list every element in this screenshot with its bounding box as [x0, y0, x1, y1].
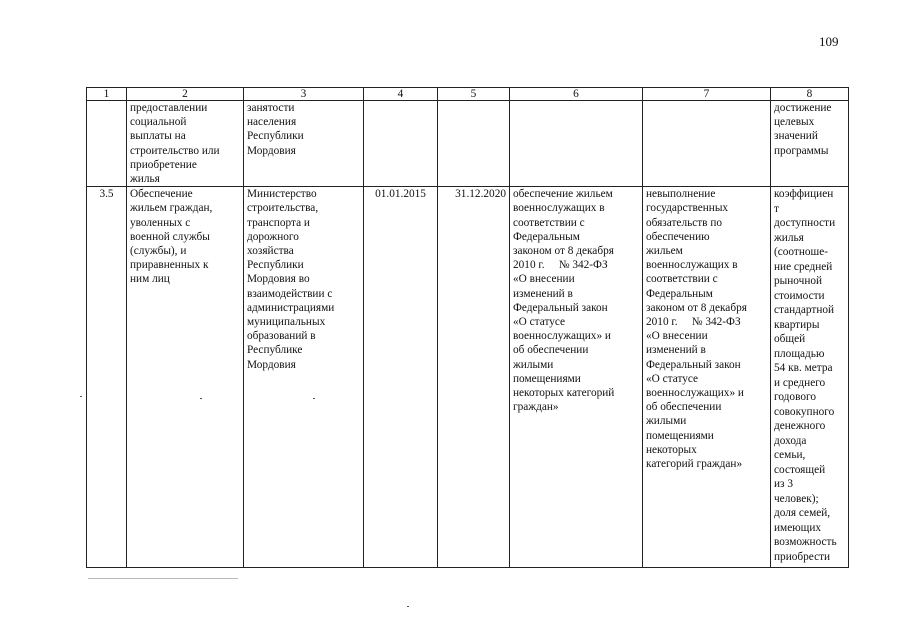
indicator-cell: [771, 187, 849, 568]
cell-line: Республики: [247, 130, 304, 143]
cont-result-cell: [510, 101, 643, 187]
row-number: 3.5: [87, 187, 127, 568]
cont-measure-cell: [127, 101, 244, 187]
cell-line: состоящей: [774, 463, 826, 476]
cell-line: Обеспечение: [130, 188, 193, 201]
cell-line: некоторых категорий: [513, 387, 615, 400]
cont-end-cell: [438, 101, 510, 187]
cell-line: Федеральным: [513, 230, 580, 243]
cell-line: рыночной: [774, 275, 823, 288]
cell-line: стандартной: [774, 304, 835, 317]
cell-line: приобрести: [774, 550, 831, 563]
cell-line: общей: [774, 333, 806, 346]
cell-line: Мордовия: [247, 144, 296, 157]
cell-line: военнослужащих» и: [646, 387, 744, 400]
cell-line: Министерство: [247, 188, 317, 201]
cell-line: невыполнение: [646, 188, 716, 201]
continuation-row: [87, 101, 849, 187]
cell-line: площадью: [774, 347, 825, 360]
cell-line: дохода: [774, 434, 807, 447]
cell-line: Федеральный закон: [513, 301, 608, 314]
cell-line: законом от 8 декабря: [646, 301, 747, 314]
cell-line: приравненных к: [130, 259, 209, 272]
cell-line: об обеспечении: [646, 401, 722, 414]
column-number: 8: [771, 88, 849, 101]
cell-line: доля семей,: [774, 507, 831, 520]
cell-line: помещениями: [513, 372, 581, 385]
measure-cell: [127, 187, 244, 568]
cell-line: хозяйства: [247, 245, 294, 258]
cont-start-cell: [364, 101, 438, 187]
cell-line: военной службы: [130, 230, 210, 243]
cell-line: приобретение: [130, 158, 197, 171]
cell-line: стоимости: [774, 289, 825, 302]
cell-line: граждан»: [513, 401, 559, 414]
cell-line: обязательств по: [646, 216, 723, 229]
cell-line: человек);: [774, 492, 819, 505]
cell-line: денежного: [774, 420, 826, 433]
cell-line: Республики: [247, 259, 304, 272]
cell-line: жильем: [646, 245, 683, 258]
row-3-5: [87, 187, 849, 568]
page-number: 109: [819, 34, 839, 49]
cell-line: социальной: [130, 116, 187, 129]
cell-line: «О статусе: [646, 372, 699, 385]
consequence-cell: [643, 187, 771, 568]
cell-line: Федеральный закон: [646, 358, 741, 371]
cont-indicator-cell: [771, 101, 849, 187]
cell-line: достижение: [774, 102, 832, 114]
column-number: 2: [127, 88, 244, 101]
cell-line: образований в: [247, 330, 316, 343]
column-number: 6: [510, 88, 643, 101]
executor-cell: [244, 187, 364, 568]
cell-line: ним лиц: [130, 273, 170, 286]
cell-line: военнослужащих» и: [513, 330, 611, 343]
column-number-row: [87, 88, 849, 101]
cell-line: помещениями: [646, 429, 714, 442]
cell-line: уволенных с: [130, 216, 191, 229]
cell-line: занятости: [247, 102, 295, 114]
cell-line: строительства,: [247, 202, 319, 215]
cell-line: категорий граждан»: [646, 458, 743, 471]
cell-line: Республике: [247, 344, 303, 357]
cell-line: (службы), и: [130, 245, 187, 258]
end-date: 31.12.2020: [438, 187, 510, 568]
cell-line: строительство или: [130, 144, 220, 157]
cell-line: взаимодействии с: [247, 287, 333, 300]
cell-line: семьи,: [774, 449, 806, 462]
cell-line: 2010 г. № 342-ФЗ: [513, 259, 608, 272]
cell-line: военнослужащих в: [646, 259, 738, 272]
cell-line: (соотноше-: [774, 246, 829, 259]
cell-line: выплаты на: [130, 130, 186, 143]
cell-line: Мордовия во: [247, 273, 310, 286]
cell-line: изменений в: [646, 344, 706, 357]
start-date: 01.01.2015: [364, 187, 438, 568]
scan-speck: [407, 606, 409, 607]
cell-line: предоставлении: [130, 102, 208, 114]
column-number: 3: [244, 88, 364, 101]
cell-line: «О статусе: [513, 316, 566, 329]
column-number: 7: [643, 88, 771, 101]
column-number: 5: [438, 88, 510, 101]
cell-line: Федеральным: [646, 287, 713, 300]
cell-line: годового: [774, 391, 816, 404]
cell-line: совокупного: [774, 405, 835, 418]
cell-line: Мордовия: [247, 358, 296, 371]
cell-line: обеспечению: [646, 230, 710, 243]
cell-line: жилыми: [646, 415, 687, 428]
cont-num-cell: [87, 101, 127, 187]
cell-line: и среднего: [774, 376, 826, 389]
cell-line: значений: [774, 130, 818, 143]
cell-line: населения: [247, 116, 297, 129]
cell-line: доступности: [774, 217, 836, 230]
cell-line: жильем граждан,: [130, 202, 213, 215]
cell-line: государственных: [646, 202, 729, 215]
cell-line: программы: [774, 144, 829, 157]
cont-consequence-cell: [643, 101, 771, 187]
cell-line: военнослужащих в: [513, 202, 605, 215]
cell-line: жилья: [130, 173, 160, 186]
cell-line: «О внесении: [646, 330, 708, 343]
cell-line: законом от 8 декабря: [513, 245, 614, 258]
program-table: [86, 87, 849, 568]
cell-line: обеспечение жильем: [513, 188, 613, 201]
cell-line: целевых: [774, 116, 815, 129]
scan-rule: [88, 578, 238, 579]
column-number: 1: [87, 88, 127, 101]
cell-line: администрациями: [247, 301, 335, 314]
cell-line: т: [774, 202, 779, 215]
cell-line: изменений в: [513, 287, 573, 300]
cont-executor-cell: [244, 101, 364, 187]
cell-line: квартиры: [774, 318, 820, 331]
result-cell: [510, 187, 643, 568]
cell-line: некоторых: [646, 443, 697, 456]
cell-line: 54 кв. метра: [774, 362, 833, 375]
cell-line: транспорта и: [247, 216, 310, 229]
cell-line: коэффициен: [774, 188, 834, 201]
cell-line: жилья: [774, 231, 804, 244]
cell-line: соответствии с: [646, 273, 718, 286]
cell-line: дорожного: [247, 230, 299, 243]
cell-line: жилыми: [513, 358, 554, 371]
scan-speck: [80, 396, 82, 397]
cell-line: «О внесении: [513, 273, 575, 286]
cell-line: ние средней: [774, 260, 833, 273]
cell-line: муниципальных: [247, 316, 326, 329]
cell-line: из 3: [774, 478, 793, 491]
cell-line: об обеспечении: [513, 344, 589, 357]
cell-line: соответствии с: [513, 216, 585, 229]
cell-line: имеющих: [774, 521, 822, 534]
scan-speck: [313, 398, 315, 399]
cell-line: 2010 г. № 342-ФЗ: [646, 316, 741, 329]
scan-speck: [200, 398, 202, 399]
column-number: 4: [364, 88, 438, 101]
cell-line: возможность: [774, 536, 837, 549]
